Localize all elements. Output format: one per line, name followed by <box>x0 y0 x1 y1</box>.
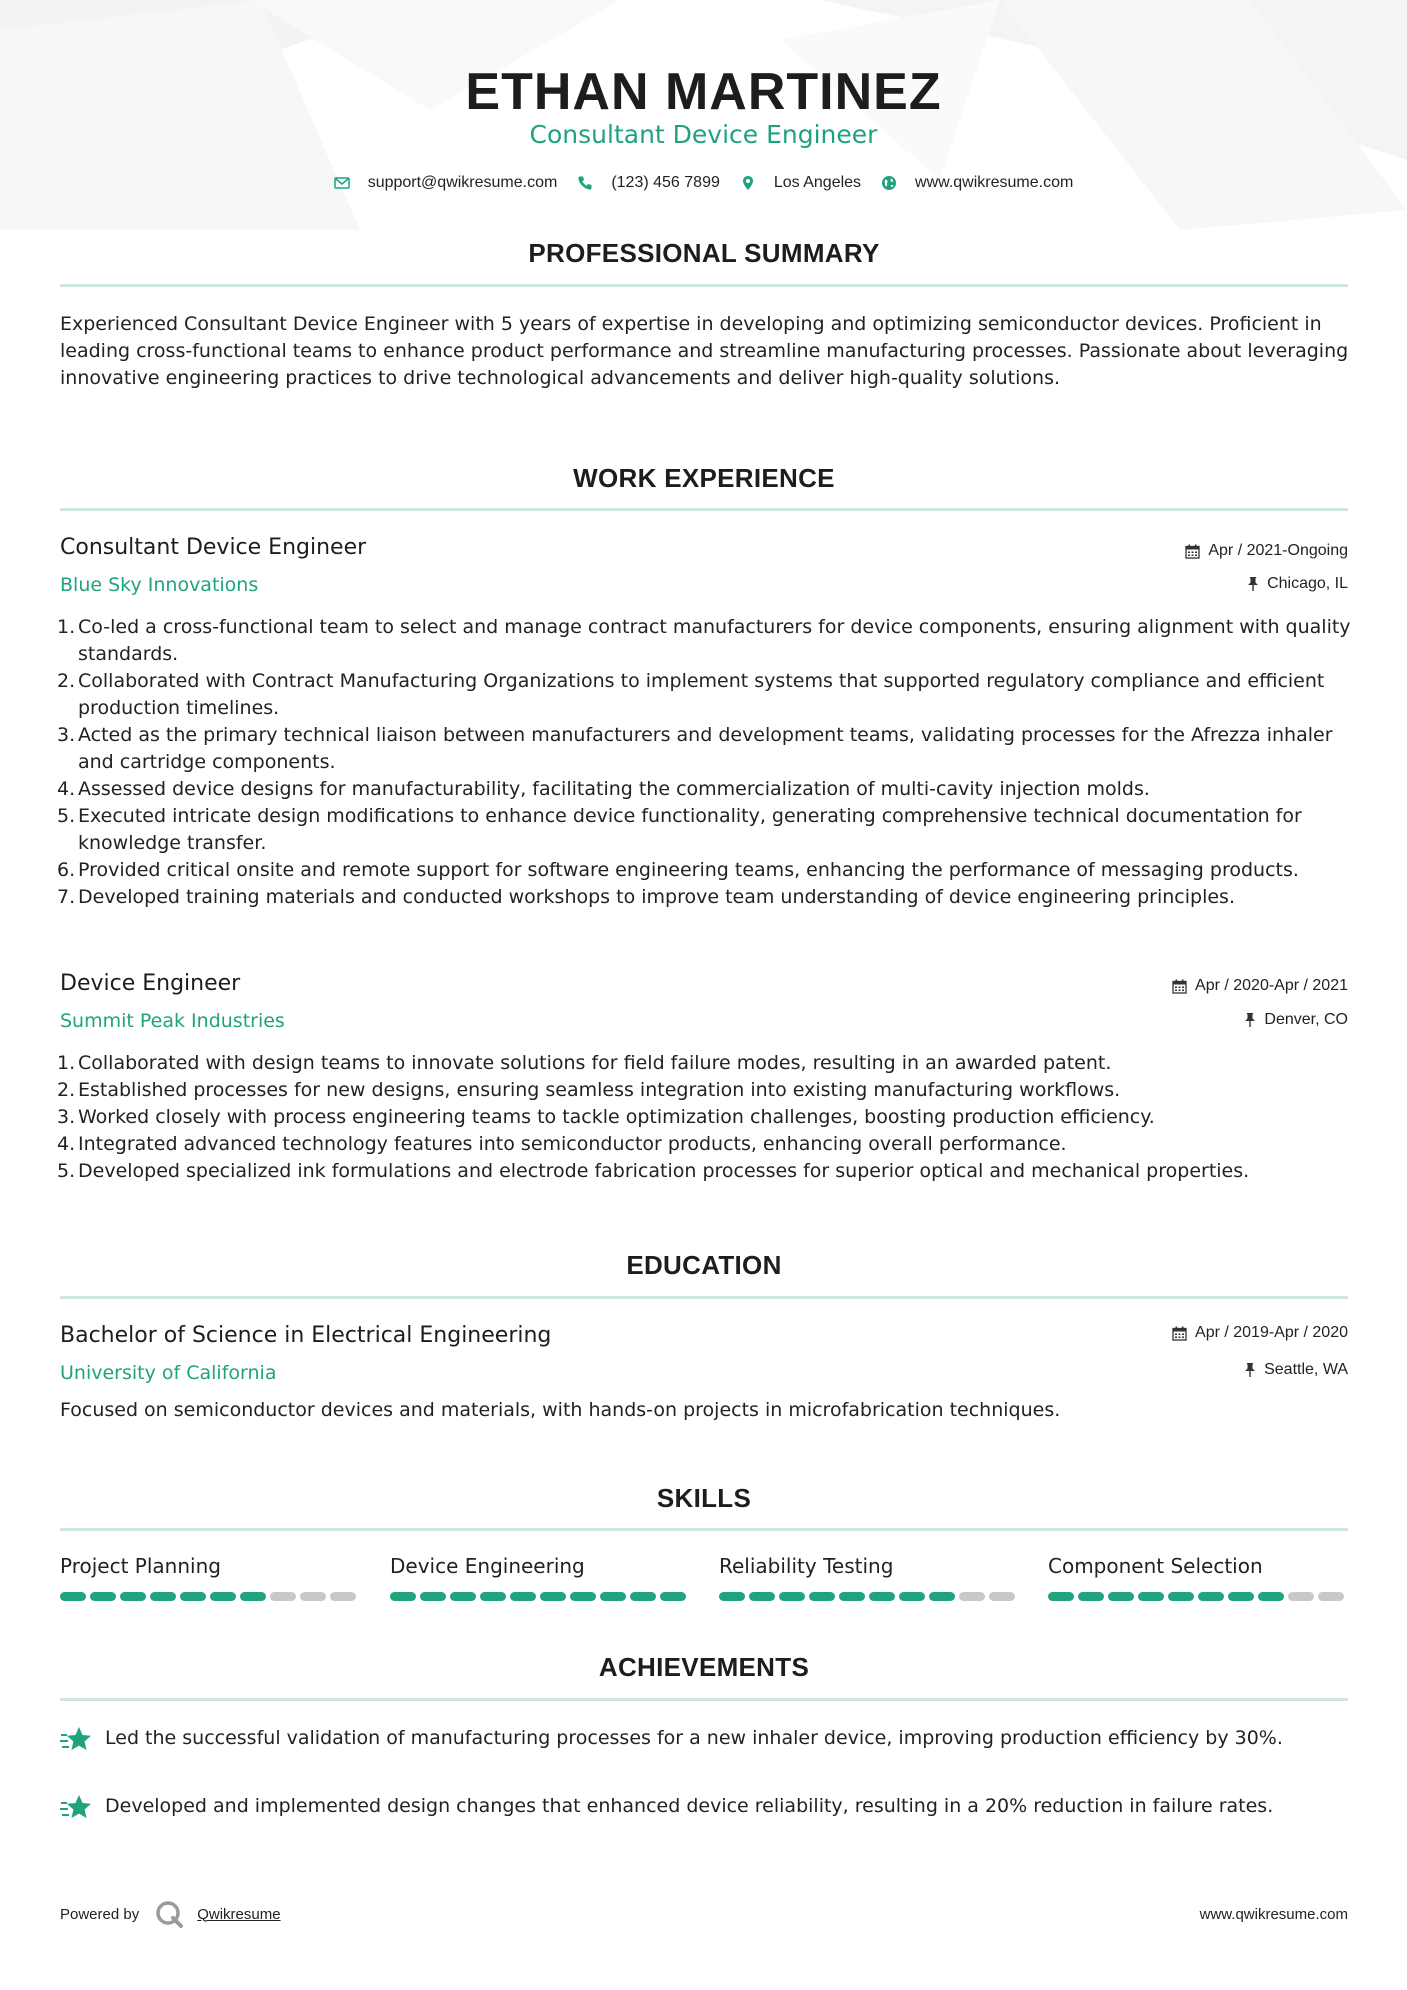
contact-phone[interactable] <box>577 174 720 192</box>
skill-segment-filled <box>540 1592 566 1601</box>
skill-level-bar <box>60 1592 360 1601</box>
achievements-heading: ACHIEVEMENTS <box>598 1652 810 1682</box>
skill-segment-filled <box>210 1592 236 1601</box>
education-heading: EDUCATION <box>626 1250 782 1280</box>
skill-level-bar <box>1048 1592 1348 1601</box>
skill-segment-filled <box>570 1592 596 1601</box>
skill-segment-filled <box>390 1592 416 1601</box>
skill-segment-empty <box>1318 1592 1344 1601</box>
list-item: 3. Worked closely with process engineering teams to tackle optimization challenges, boosting production efficiency. <box>57 1106 1155 1128</box>
skill-segment-filled <box>1048 1592 1074 1601</box>
skill-level-bar <box>719 1592 1019 1601</box>
skill-segment-empty <box>270 1592 296 1601</box>
list-item: 2. Established processes for new designs, ensuring seamless integration into existing manufacturing workflows. <box>57 1079 1121 1101</box>
pushpin-icon <box>1247 576 1259 592</box>
contact-email[interactable] <box>334 174 558 192</box>
list-item: 7. Developed training materials and conducted workshops to improve team understanding of device engineering principles. <box>57 886 1235 908</box>
pushpin-icon <box>1244 1362 1256 1378</box>
achievement-text: Led the successful validation of manufacturing processes for a new inhaler device, improving production efficiency by 30%. <box>105 1727 1283 1749</box>
education-location-text: Seattle, WA <box>1264 1361 1348 1378</box>
skill-label: Component Selection <box>1048 1554 1263 1578</box>
skill-segment-filled <box>120 1592 146 1601</box>
experience-heading: WORK EXPERIENCE <box>573 463 835 493</box>
education-location <box>1244 1361 1348 1379</box>
list-item: 1. Co-led a cross-functional team to select and manage contract manufacturers for device components, ensuring alignment with quality standards. <box>57 616 1351 665</box>
skill-segment-filled <box>779 1592 805 1601</box>
skill-segment-empty <box>1288 1592 1314 1601</box>
achievements-divider <box>60 1698 1348 1701</box>
skill-segment-empty <box>959 1592 985 1601</box>
achievement-text: Developed and implemented design changes that enhanced device reliability, resulting in a 20% reduction in failure rates. <box>105 1795 1274 1817</box>
envelope-icon <box>334 175 350 191</box>
list-item: 4. Assessed device designs for manufacturability, facilitating the commercialization of multi-cavity injection molds. <box>57 778 1150 800</box>
skill-segment-empty <box>330 1592 356 1601</box>
skill-segment-filled <box>899 1592 925 1601</box>
education-description: Focused on semiconductor devices and materials, with hands-on projects in microfabrication techniques. <box>60 1399 1061 1421</box>
degree-title: Bachelor of Science in Electrical Engineering <box>60 1323 552 1348</box>
job-bullets <box>57 1050 1352 1185</box>
skill-segment-filled <box>450 1592 476 1601</box>
skill-segment-filled <box>749 1592 775 1601</box>
skill-segment-filled <box>839 1592 865 1601</box>
achievement-item <box>60 1725 1350 1755</box>
school-name: University of California <box>60 1362 277 1384</box>
star-award-icon <box>60 1725 94 1755</box>
skill-segment-filled <box>60 1592 86 1601</box>
skill-segment-filled <box>1168 1592 1194 1601</box>
list-item: 4. Integrated advanced technology features into semiconductor products, enhancing overall performance. <box>57 1133 1067 1155</box>
pushpin-icon <box>1244 1012 1256 1028</box>
education-divider <box>60 1296 1348 1299</box>
skill-segment-filled <box>809 1592 835 1601</box>
candidate-title: Consultant Device Engineer <box>529 120 878 149</box>
summary-text: Experienced Consultant Device Engineer with 5 years of expertise in developing and optimizing semiconductor devices. Proficient in leading cross-functional teams to enhance product performance and streamline manufacturing processes. Passionate about leveraging innovative engineering practices to drive technological advancements and deliver high-quality solutions. <box>60 313 1349 389</box>
job-dates-text: Apr / 2020-Apr / 2021 <box>1195 977 1348 994</box>
star-award-icon <box>60 1793 94 1823</box>
job-company: Blue Sky Innovations <box>60 574 259 596</box>
job-location-text: Denver, CO <box>1264 1011 1348 1028</box>
skill-label: Device Engineering <box>390 1554 585 1578</box>
education-dates <box>1172 1324 1348 1342</box>
job-company: Summit Peak Industries <box>60 1010 285 1032</box>
calendar-icon <box>1185 544 1200 559</box>
skill-segment-filled <box>1258 1592 1284 1601</box>
job-bullets <box>57 614 1352 911</box>
phone-icon <box>577 175 593 191</box>
job-title: Consultant Device Engineer <box>60 535 367 560</box>
contact-location-text: Los Angeles <box>773 174 862 191</box>
contact-email-text: support@qwikresume.com <box>367 174 558 191</box>
skill-segment-filled <box>420 1592 446 1601</box>
list-item: 3. Acted as the primary technical liaison between manufacturers and development teams, validating processes for the Afrezza inhaler and cartridge components. <box>57 724 1333 773</box>
experience-divider <box>60 508 1348 511</box>
footer-website[interactable]: www.qwikresume.com <box>1199 1906 1348 1923</box>
summary-heading: PROFESSIONAL SUMMARY <box>528 238 880 268</box>
calendar-icon <box>1172 1326 1187 1341</box>
skill-segment-filled <box>240 1592 266 1601</box>
skill-project-planning <box>60 1554 360 1601</box>
list-item: 1. Collaborated with design teams to innovate solutions for field failure modes, resulting in an awarded patent. <box>57 1052 1112 1074</box>
list-item: 5. Executed intricate design modifications to enhance device functionality, generating comprehensive technical documentation for knowledge transfer. <box>57 805 1302 854</box>
skill-segment-filled <box>510 1592 536 1601</box>
skill-segment-filled <box>480 1592 506 1601</box>
skill-segment-filled <box>1198 1592 1224 1601</box>
contact-bar <box>0 174 1407 192</box>
job-location <box>1247 575 1348 593</box>
powered-by-label: Powered by <box>60 1905 140 1923</box>
skill-segment-filled <box>1108 1592 1134 1601</box>
contact-website-text: www.qwikresume.com <box>915 174 1074 191</box>
summary-divider <box>60 284 1348 287</box>
skill-segment-filled <box>180 1592 206 1601</box>
job-title: Device Engineer <box>60 971 241 996</box>
skill-label: Project Planning <box>60 1554 221 1578</box>
skill-component-selection <box>1048 1554 1348 1601</box>
job-dates <box>1172 977 1348 995</box>
skill-reliability-testing <box>719 1554 1019 1601</box>
map-pin-icon <box>740 175 756 191</box>
job-dates <box>1185 542 1348 560</box>
skill-level-bar <box>390 1592 690 1601</box>
education-dates-text: Apr / 2019-Apr / 2020 <box>1195 1324 1348 1341</box>
list-item: 5. Developed specialized ink formulations and electrode fabrication processes for superior optical and mechanical properties. <box>57 1160 1250 1182</box>
job-location-text: Chicago, IL <box>1267 575 1348 592</box>
job-location <box>1244 1011 1348 1029</box>
contact-location <box>740 174 861 192</box>
skill-segment-filled <box>600 1592 626 1601</box>
skill-segment-empty <box>300 1592 326 1601</box>
skill-segment-filled <box>660 1592 686 1601</box>
skills-divider <box>60 1528 1348 1531</box>
skill-segment-filled <box>150 1592 176 1601</box>
skill-device-engineering <box>390 1554 690 1601</box>
candidate-name: ETHAN MARTINEZ <box>465 63 942 121</box>
skill-segment-filled <box>90 1592 116 1601</box>
achievement-item <box>60 1793 1350 1823</box>
skill-segment-filled <box>869 1592 895 1601</box>
skill-segment-filled <box>630 1592 656 1601</box>
globe-icon <box>881 175 897 191</box>
skill-segment-filled <box>1078 1592 1104 1601</box>
job-dates-text: Apr / 2021-Ongoing <box>1208 542 1348 559</box>
list-item: 6. Provided critical onsite and remote support for software engineering teams, enhancing the performance of messaging products. <box>57 859 1299 881</box>
contact-phone-text: (123) 456 7899 <box>611 174 720 191</box>
skill-segment-filled <box>1138 1592 1164 1601</box>
qwikresume-link[interactable]: Qwikresume <box>197 1905 281 1923</box>
skill-label: Reliability Testing <box>719 1554 894 1578</box>
skill-segment-filled <box>719 1592 745 1601</box>
skill-segment-filled <box>929 1592 955 1601</box>
skill-segment-empty <box>989 1592 1015 1601</box>
calendar-icon <box>1172 979 1187 994</box>
contact-website[interactable] <box>881 174 1073 192</box>
skill-segment-filled <box>1228 1592 1254 1601</box>
footer-powered-by <box>60 1900 281 1928</box>
qwikresume-logo-icon <box>155 1900 183 1928</box>
skills-heading: SKILLS <box>656 1483 752 1513</box>
list-item: 2. Collaborated with Contract Manufacturing Organizations to implement systems that supported regulatory compliance and efficient production timelines. <box>57 670 1325 719</box>
